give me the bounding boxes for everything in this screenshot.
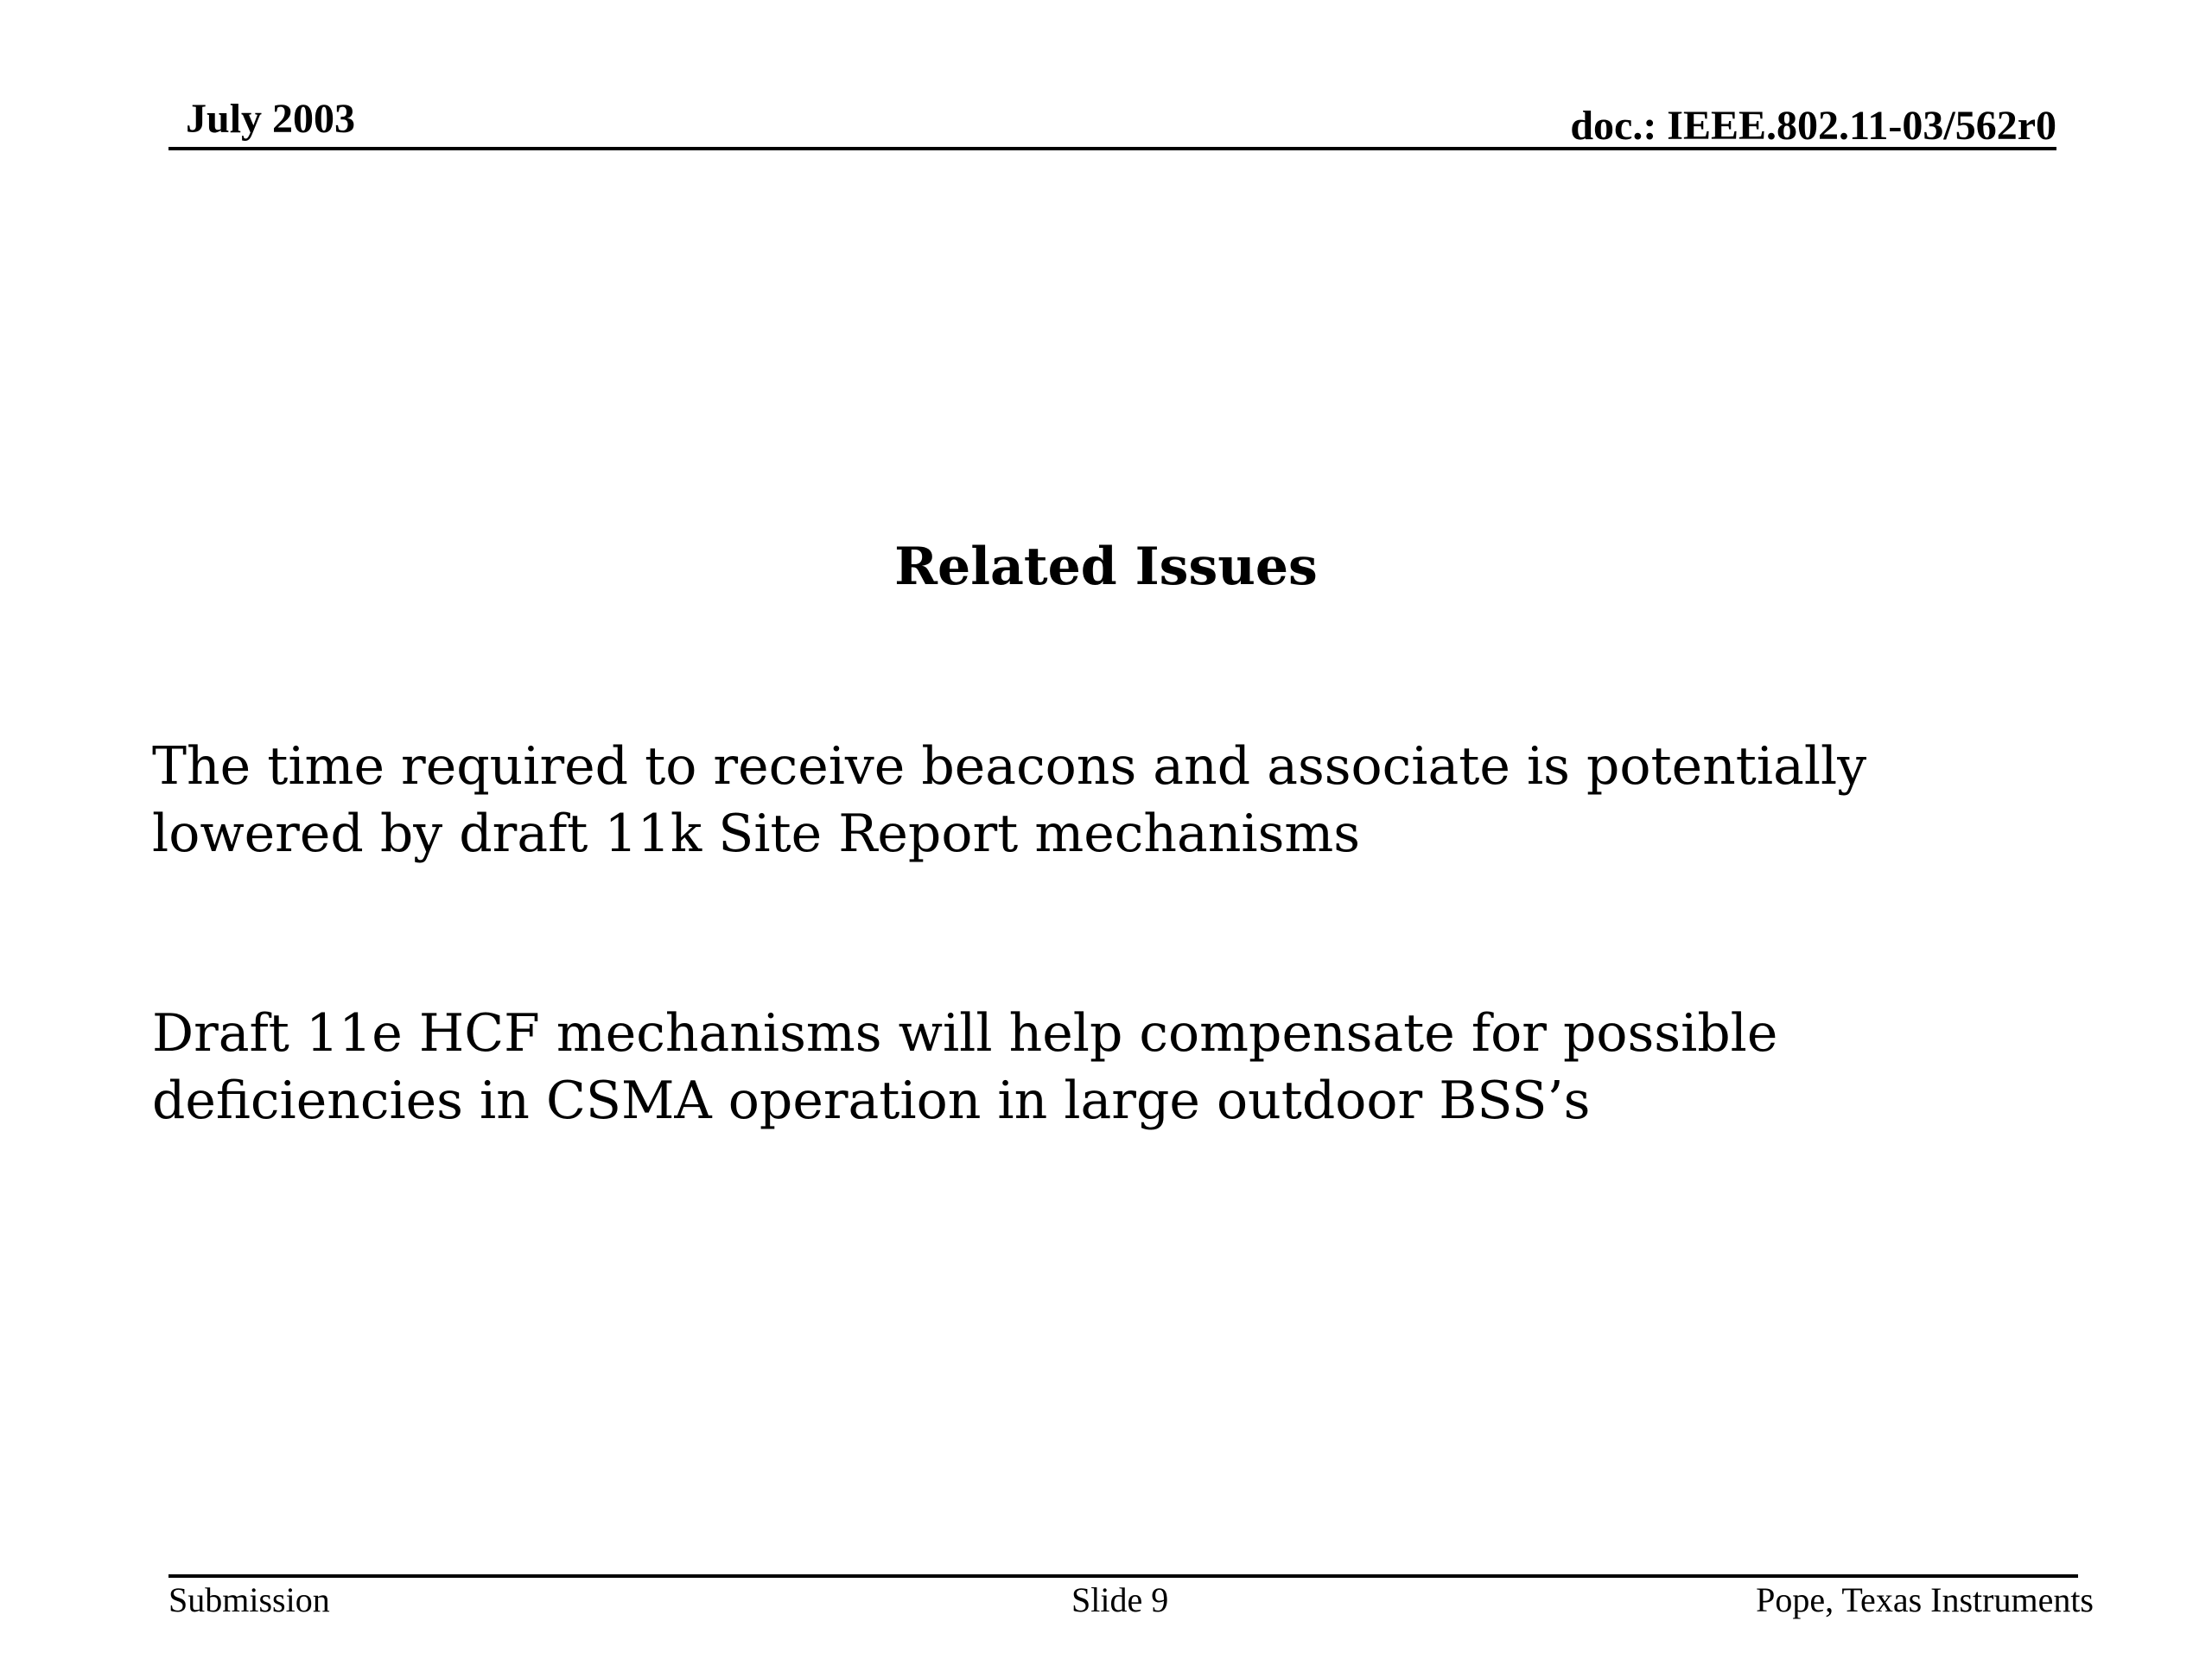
body-paragraph-1 — [152, 733, 2105, 868]
paragraph-line: The time required to receive beacons and associate is potentially — [152, 736, 1867, 797]
footer-author: Pope, Texas Instruments — [1756, 1580, 2094, 1619]
footer-submission: Submission — [168, 1580, 330, 1619]
paragraph-line: Draft 11e HCF mechanisms will help compensate for possible — [152, 1003, 1778, 1064]
header-date: July 2003 — [186, 96, 356, 142]
header-doc-id: doc.: IEEE.802.11-03/562r0 — [1570, 103, 2056, 149]
footer-slide-number: Slide 9 — [1071, 1580, 1169, 1619]
body-paragraph-2 — [152, 1000, 2105, 1135]
paragraph-line: deficiencies in CSMA operation in large outdoor BSS’s — [152, 1071, 1591, 1131]
paragraph-line: lowered by draft 11k Site Report mechanisms — [152, 804, 1361, 864]
slide-title: Related Issues — [894, 537, 1318, 597]
header-divider — [168, 147, 2056, 150]
